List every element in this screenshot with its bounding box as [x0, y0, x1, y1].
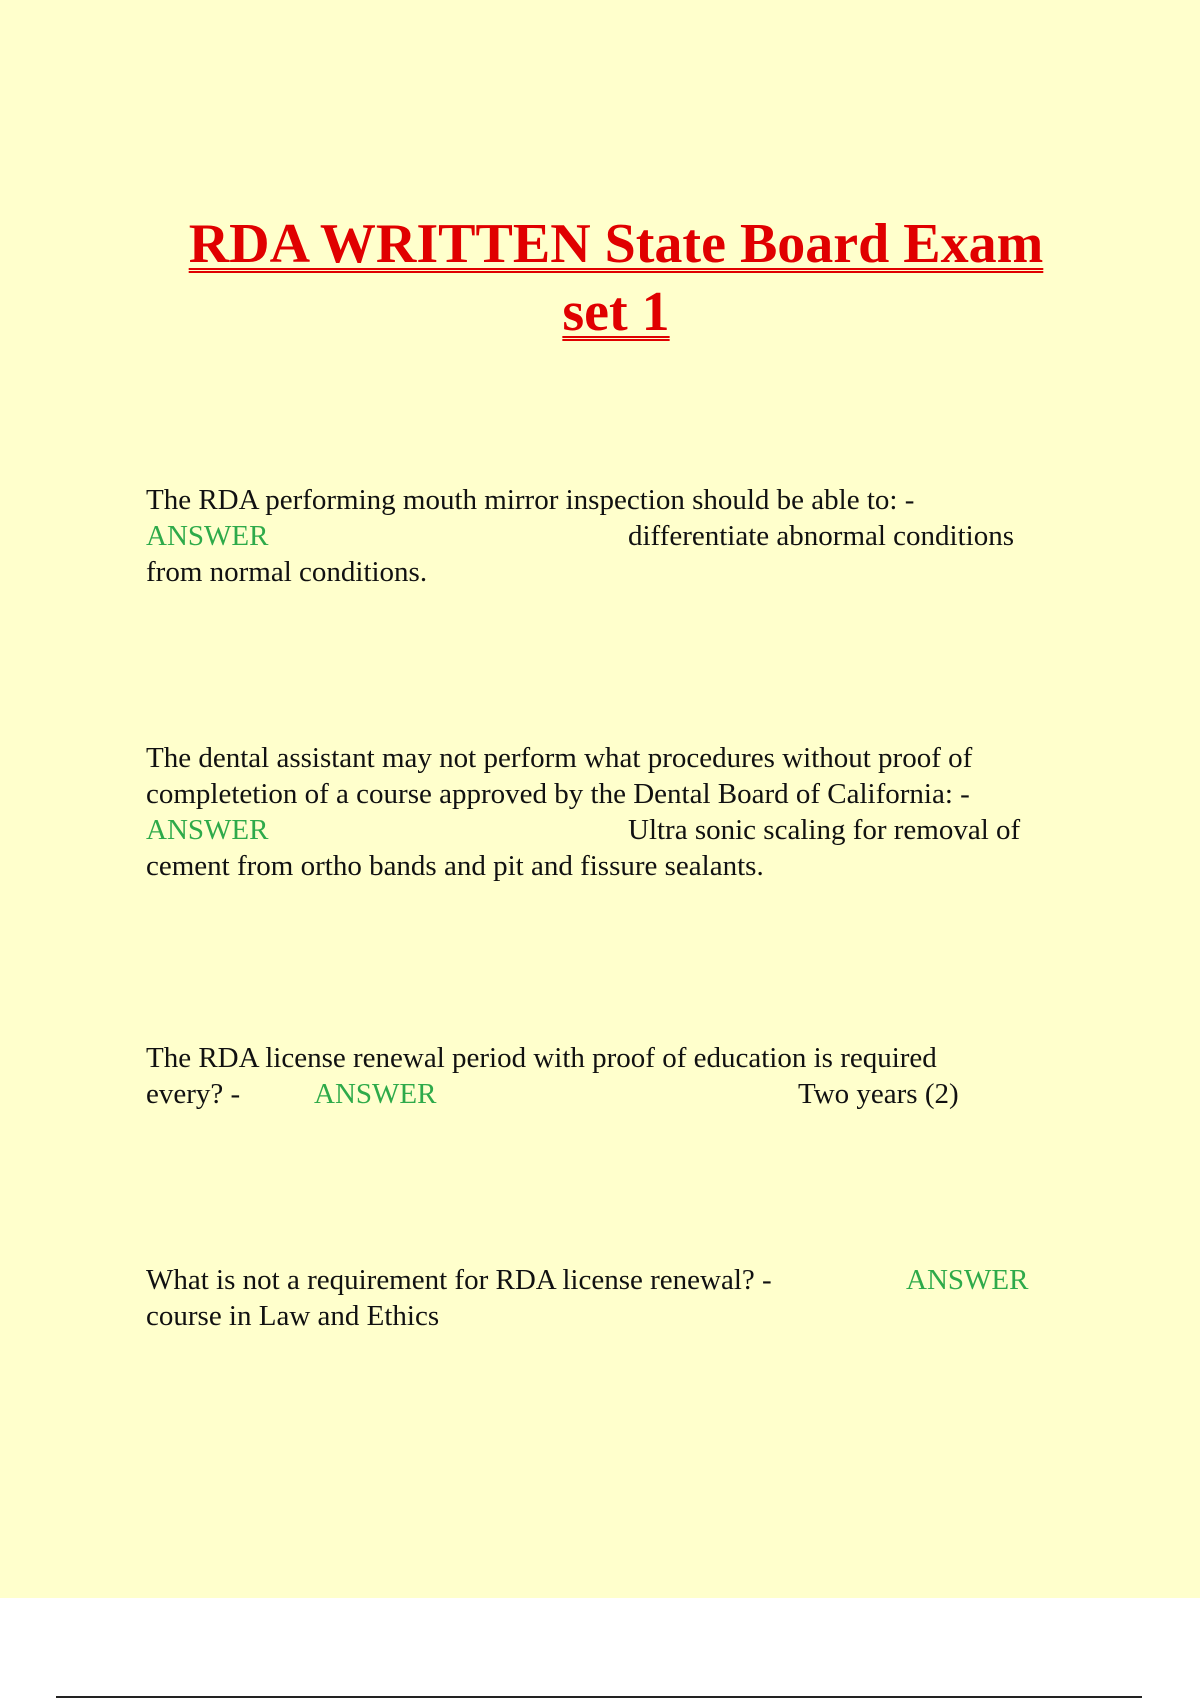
answer-text: differentiate abnormal conditions — [628, 520, 1015, 552]
title-line-2: set 1 — [562, 281, 670, 343]
question-text-continued: completetion of a course approved by the Dental Board of California: - — [146, 778, 970, 810]
answer-label: ANSWER — [146, 520, 269, 552]
answer-text-continued: course in Law and Ethics — [146, 1300, 440, 1332]
qa-item-1 — [146, 482, 1076, 590]
answer-text-continued: cement from ortho bands and pit and fissure sealants. — [146, 850, 764, 882]
footer-divider — [56, 1696, 1142, 1698]
answer-text: Ultra sonic scaling for removal of — [628, 814, 1021, 846]
question-text: The dental assistant may not perform what procedures without proof of — [146, 742, 973, 774]
question-text: The RDA performing mouth mirror inspection should be able to: - — [146, 484, 915, 516]
title-line-1: RDA WRITTEN State Board Exam — [188, 213, 1044, 275]
question-text-continued: every? - — [146, 1078, 241, 1110]
answer-text-continued: from normal conditions. — [146, 556, 428, 588]
answer-label: ANSWER — [906, 1264, 1029, 1296]
answer-text: Two years (2) — [798, 1078, 959, 1110]
question-text: The RDA license renewal period with proof of education is required — [146, 1042, 937, 1074]
answer-label: ANSWER — [146, 814, 269, 846]
question-text: What is not a requirement for RDA license renewal? - — [146, 1264, 772, 1296]
qa-item-4 — [146, 1262, 1076, 1334]
answer-label: ANSWER — [314, 1078, 437, 1110]
document-title — [0, 210, 1200, 346]
qa-item-2 — [146, 740, 1076, 884]
qa-item-3 — [146, 1040, 1076, 1112]
